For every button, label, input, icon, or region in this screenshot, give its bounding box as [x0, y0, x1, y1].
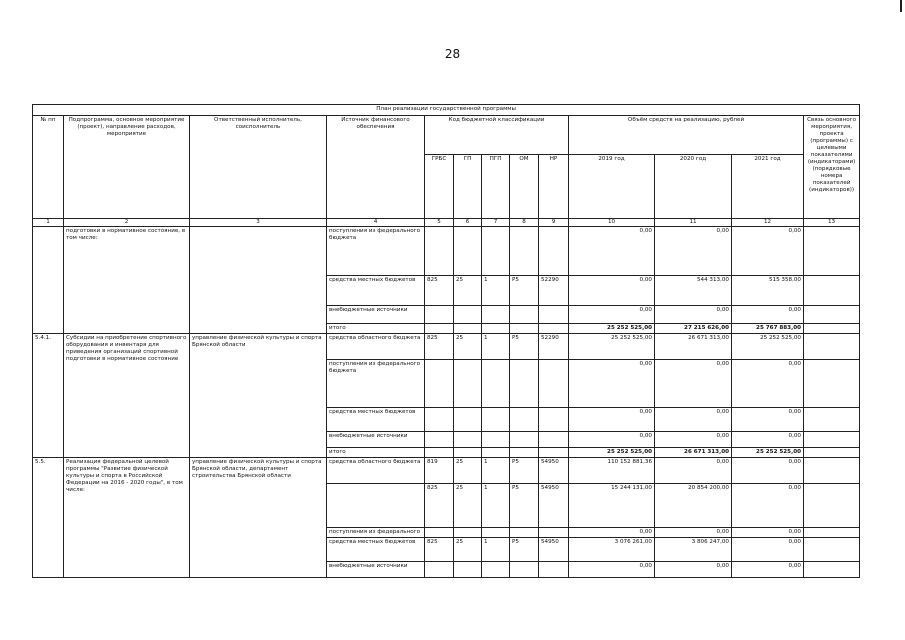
column-number-5: 5: [425, 219, 454, 227]
column-number-6: 6: [454, 219, 482, 227]
column-number-10: 10: [569, 219, 655, 227]
code-om-cell: [510, 324, 539, 334]
code-gp-cell: 25: [454, 458, 482, 484]
code-grbs-cell: 825: [425, 276, 454, 306]
code-om-cell: [510, 562, 539, 578]
header-number: № пп: [33, 116, 64, 219]
code-grbs-cell: [425, 360, 454, 408]
funding-source-cell: итого: [327, 324, 425, 334]
column-number-11: 11: [655, 219, 732, 227]
executor-cell: управление физической культуры и спорта Брянской области: [190, 334, 327, 458]
code-np-cell: [539, 528, 569, 538]
code-np-cell: [539, 432, 569, 448]
code-om-cell: P5: [510, 484, 539, 528]
amount-y2020-cell: 26 671 313,00: [655, 448, 732, 458]
amount-y2020-cell: 3 806 247,00: [655, 538, 732, 562]
amount-y2020-cell: 0,00: [655, 227, 732, 276]
amount-y2019-cell: 3 076 261,00: [569, 538, 655, 562]
code-pgp-cell: [482, 408, 510, 432]
amount-y2019-cell: 0,00: [569, 276, 655, 306]
header-indicators: Связь основного мероприятия, проекта (программы) с целевыми показателями (индикаторами) (порядковые номера показателей (индикаторов)): [804, 116, 860, 219]
amount-y2020-cell: 26 671 313,00: [655, 334, 732, 360]
indicator-cell: [804, 448, 860, 458]
amount-y2019-cell: 25 252 525,00: [569, 334, 655, 360]
amount-y2020-cell: 544 313,00: [655, 276, 732, 306]
table-row: [33, 227, 860, 276]
code-om-cell: [510, 306, 539, 324]
column-number-2: 2: [64, 219, 190, 227]
indicator-cell: [804, 276, 860, 306]
code-np-cell: 52290: [539, 334, 569, 360]
funding-source-cell: средства областного бюджета: [327, 334, 425, 360]
code-pgp-cell: 1: [482, 538, 510, 562]
header-2021: 2021 год: [732, 155, 804, 219]
column-numbers-row: [33, 219, 860, 227]
indicator-cell: [804, 408, 860, 432]
code-grbs-cell: [425, 408, 454, 432]
funding-source-cell: поступления из федерального бюджета: [327, 227, 425, 276]
amount-y2020-cell: 27 215 626,00: [655, 324, 732, 334]
column-number-9: 9: [539, 219, 569, 227]
code-gp-cell: 25: [454, 276, 482, 306]
amount-y2019-cell: 25 252 525,00: [569, 448, 655, 458]
code-pgp-cell: [482, 432, 510, 448]
code-gp-cell: [454, 528, 482, 538]
code-np-cell: [539, 408, 569, 432]
funding-source-cell: поступления из федерального: [327, 528, 425, 538]
code-pgp-cell: [482, 324, 510, 334]
indicator-cell: [804, 306, 860, 324]
code-gp-cell: [454, 408, 482, 432]
code-grbs-cell: [425, 324, 454, 334]
amount-y2021-cell: 0,00: [732, 458, 804, 484]
amount-y2019-cell: 0,00: [569, 227, 655, 276]
code-gp-cell: [454, 360, 482, 408]
activity-name-cell: подготовки в нормативное состояние, в том числе:: [64, 227, 190, 334]
header-2020: 2020 год: [655, 155, 732, 219]
activity-name-cell: Реализация федеральной целевой программы "Развитие физической культуры и спорта в Российской Федерации на 2016 - 2020 годы", в том числе:: [64, 458, 190, 578]
indicator-cell: [804, 432, 860, 448]
indicator-cell: [804, 538, 860, 562]
indicator-cell: [804, 528, 860, 538]
header-om: ОМ: [510, 155, 539, 219]
code-gp-cell: [454, 227, 482, 276]
code-om-cell: P5: [510, 458, 539, 484]
funding-source-cell: [327, 484, 425, 528]
code-om-cell: [510, 227, 539, 276]
indicator-cell: [804, 227, 860, 276]
code-pgp-cell: [482, 448, 510, 458]
code-gp-cell: 25: [454, 334, 482, 360]
amount-y2019-cell: 0,00: [569, 408, 655, 432]
header-2019: 2019 год: [569, 155, 655, 219]
indicator-cell: [804, 562, 860, 578]
amount-y2021-cell: 0,00: [732, 360, 804, 408]
amount-y2020-cell: 20 854 200,00: [655, 484, 732, 528]
amount-y2021-cell: 25 767 883,00: [732, 324, 804, 334]
table-title: План реализации государственной программы: [33, 105, 860, 116]
amount-y2021-cell: 0,00: [732, 408, 804, 432]
amount-y2019-cell: 0,00: [569, 528, 655, 538]
code-gp-cell: [454, 306, 482, 324]
amount-y2020-cell: 0,00: [655, 408, 732, 432]
amount-y2019-cell: 15 244 131,00: [569, 484, 655, 528]
indicator-cell: [804, 360, 860, 408]
indicator-cell: [804, 484, 860, 528]
code-pgp-cell: [482, 562, 510, 578]
code-grbs-cell: 825: [425, 484, 454, 528]
code-grbs-cell: 819: [425, 458, 454, 484]
indicator-cell: [804, 334, 860, 360]
row-number-cell: 5.4.1.: [33, 334, 64, 458]
code-gp-cell: 25: [454, 484, 482, 528]
code-grbs-cell: [425, 528, 454, 538]
code-pgp-cell: 1: [482, 276, 510, 306]
amount-y2021-cell: 25 252 525,00: [732, 448, 804, 458]
header-subprogram: Подпрограмма, основное мероприятие (проект), направление расходов, мероприятие: [64, 116, 190, 219]
code-gp-cell: [454, 432, 482, 448]
amount-y2021-cell: 0,00: [732, 306, 804, 324]
amount-y2020-cell: 0,00: [655, 458, 732, 484]
header-pgp: ПГП: [482, 155, 510, 219]
column-number-7: 7: [482, 219, 510, 227]
code-pgp-cell: [482, 306, 510, 324]
code-om-cell: [510, 448, 539, 458]
header-gp: ГП: [454, 155, 482, 219]
column-number-12: 12: [732, 219, 804, 227]
amount-y2019-cell: 0,00: [569, 306, 655, 324]
code-np-cell: [539, 360, 569, 408]
amount-y2020-cell: 0,00: [655, 360, 732, 408]
code-grbs-cell: 825: [425, 538, 454, 562]
funding-source-cell: средства местных бюджетов: [327, 538, 425, 562]
code-gp-cell: [454, 448, 482, 458]
code-grbs-cell: [425, 448, 454, 458]
table-row: [33, 458, 860, 484]
amount-y2021-cell: 0,00: [732, 528, 804, 538]
code-np-cell: 54950: [539, 458, 569, 484]
row-number-cell: [33, 227, 64, 334]
column-number-4: 4: [327, 219, 425, 227]
executor-cell: [190, 227, 327, 334]
amount-y2019-cell: 110 152 881,36: [569, 458, 655, 484]
code-np-cell: [539, 227, 569, 276]
code-grbs-cell: [425, 432, 454, 448]
amount-y2021-cell: 0,00: [732, 227, 804, 276]
table-row: [33, 334, 860, 360]
header-source: Источник финансового обеспечения: [327, 116, 425, 219]
amount-y2019-cell: 0,00: [569, 432, 655, 448]
amount-y2021-cell: 0,00: [732, 538, 804, 562]
funding-source-cell: средства местных бюджетов: [327, 276, 425, 306]
amount-y2019-cell: 0,00: [569, 562, 655, 578]
plan-table: [32, 104, 860, 578]
code-pgp-cell: [482, 227, 510, 276]
funding-source-cell: внебюджетные источники: [327, 306, 425, 324]
code-om-cell: P5: [510, 276, 539, 306]
executor-cell: управление физической культуры и спорта Брянской области, департамент строительства Брянской области: [190, 458, 327, 578]
amount-y2021-cell: 0,00: [732, 562, 804, 578]
header-np: НР: [539, 155, 569, 219]
amount-y2021-cell: 0,00: [732, 484, 804, 528]
funding-source-cell: поступления из федерального бюджета: [327, 360, 425, 408]
code-pgp-cell: [482, 360, 510, 408]
column-number-8: 8: [510, 219, 539, 227]
code-grbs-cell: [425, 306, 454, 324]
header-grbs: ГРБС: [425, 155, 454, 219]
code-om-cell: [510, 432, 539, 448]
code-om-cell: [510, 360, 539, 408]
code-om-cell: P5: [510, 334, 539, 360]
funding-source-cell: средства областного бюджета: [327, 458, 425, 484]
code-np-cell: 54950: [539, 538, 569, 562]
row-number-cell: 5.5.: [33, 458, 64, 578]
code-grbs-cell: [425, 227, 454, 276]
code-om-cell: P5: [510, 538, 539, 562]
code-grbs-cell: [425, 562, 454, 578]
header-funding-volume: Объём средств на реализацию, рублей: [569, 116, 804, 155]
column-number-13: 13: [804, 219, 860, 227]
amount-y2020-cell: 0,00: [655, 562, 732, 578]
code-np-cell: [539, 306, 569, 324]
column-number-3: 3: [190, 219, 327, 227]
funding-source-cell: внебюджетные источники: [327, 562, 425, 578]
amount-y2021-cell: 0,00: [732, 432, 804, 448]
amount-y2019-cell: 0,00: [569, 360, 655, 408]
activity-name-cell: Субсидии на приобретение спортивного оборудования и инвентаря для приведения организаций спортивной подготовки в нормативное состояние: [64, 334, 190, 458]
column-number-1: 1: [33, 219, 64, 227]
amount-y2021-cell: 25 252 525,00: [732, 334, 804, 360]
code-gp-cell: 25: [454, 538, 482, 562]
amount-y2019-cell: 25 252 525,00: [569, 324, 655, 334]
code-pgp-cell: 1: [482, 484, 510, 528]
funding-source-cell: средства местных бюджетов: [327, 408, 425, 432]
code-pgp-cell: [482, 528, 510, 538]
funding-source-cell: внебюджетные источники: [327, 432, 425, 448]
code-np-cell: [539, 562, 569, 578]
amount-y2021-cell: 515 358,00: [732, 276, 804, 306]
amount-y2020-cell: 0,00: [655, 432, 732, 448]
indicator-cell: [804, 458, 860, 484]
code-pgp-cell: 1: [482, 458, 510, 484]
code-np-cell: 54950: [539, 484, 569, 528]
code-grbs-cell: 825: [425, 334, 454, 360]
code-np-cell: [539, 324, 569, 334]
code-gp-cell: [454, 562, 482, 578]
code-pgp-cell: 1: [482, 334, 510, 360]
code-np-cell: [539, 448, 569, 458]
funding-source-cell: итого: [327, 448, 425, 458]
indicator-cell: [804, 324, 860, 334]
code-np-cell: 52290: [539, 276, 569, 306]
header-budget-code: Код бюджетной классификации: [425, 116, 569, 155]
amount-y2020-cell: 0,00: [655, 306, 732, 324]
page-number: 28: [444, 47, 461, 61]
corner-mark: [900, 0, 902, 12]
code-om-cell: [510, 408, 539, 432]
code-om-cell: [510, 528, 539, 538]
amount-y2020-cell: 0,00: [655, 528, 732, 538]
header-executor: Ответственный исполнитель, соисполнитель: [190, 116, 327, 219]
code-gp-cell: [454, 324, 482, 334]
